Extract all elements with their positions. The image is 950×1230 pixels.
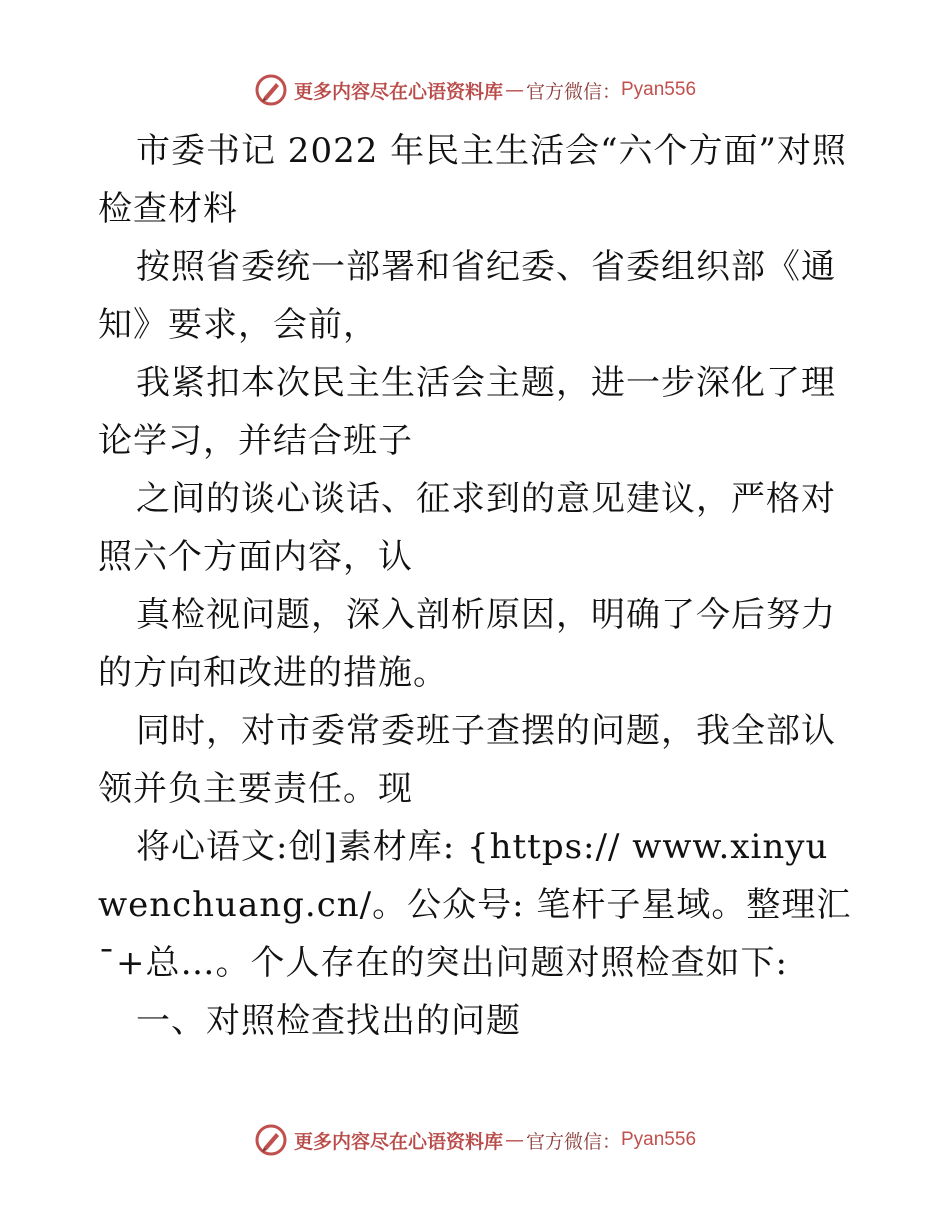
watermark-dash: —	[504, 79, 524, 101]
watermark-wechat-id: Pyan556	[621, 79, 697, 100]
section-heading: 一、对照检查找出的问题	[136, 1001, 521, 1041]
paragraph-1: 按照省委统一部署和省纪委、省委组织部《通知》要求，会前，	[98, 247, 836, 345]
watermark-official-label: 官方微信：	[525, 1130, 621, 1153]
document-title: 市委书记 2022 年民主生活会“六个方面”对照检查材料	[98, 131, 847, 229]
paragraph-6: 将心语文:创]素材库: {https:// www.xinyuwenchuang.cn/。公众号: 笔杆子星域。整理汇¯+总…。个人存在的突出问题对照检查如下:	[98, 827, 852, 983]
header-watermark	[0, 70, 950, 110]
watermark-brand-text: 更多内容尽在心语资料库	[293, 80, 503, 103]
document-body	[98, 122, 858, 1050]
watermark-dash: —	[504, 1129, 524, 1151]
paragraph-5: 同时，对市委常委班子查摆的问题，我全部认领并负主要责任。现	[98, 711, 836, 809]
pen-circle-logo-icon	[254, 73, 288, 107]
pen-circle-logo-icon	[254, 1123, 288, 1157]
watermark-official-label: 官方微信：	[525, 80, 621, 103]
paragraph-2: 我紧扣本次民主生活会主题，进一步深化了理论学习，并结合班子	[98, 363, 836, 461]
paragraph-4: 真检视问题，深入剖析原因，明确了今后努力的方向和改进的措施。	[98, 595, 836, 693]
watermark-wechat-id: Pyan556	[621, 1129, 697, 1150]
paragraph-3: 之间的谈心谈话、征求到的意见建议，严格对照六个方面内容，认	[98, 479, 836, 577]
watermark-brand-text: 更多内容尽在心语资料库	[293, 1130, 503, 1153]
footer-watermark	[0, 1120, 950, 1160]
